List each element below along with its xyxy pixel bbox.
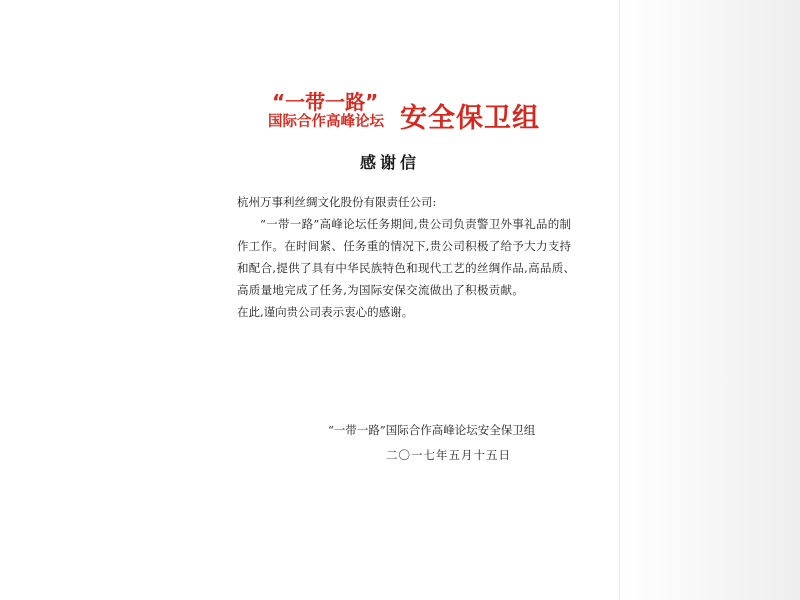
page-edge-line [619,0,620,600]
letterhead-slogan: “一带一路” [272,90,379,114]
letter-body [237,191,582,323]
letter-signature: “一带一路”国际合作高峰论坛安全保卫组 [328,423,536,437]
letterhead [268,86,558,136]
letter-title: 感谢信 [360,153,421,172]
page-edge-shadow [620,0,800,600]
letterhead-forum-name: 国际合作高峰论坛 [268,114,384,130]
letterhead-organization: 安全保卫组 [400,103,540,134]
letter-paragraph: “一带一路”高峰论坛任务期间,贵公司负责警卫外事礼品的制作工作。在时间紧、任务重的情况下,贵公司积极了给予大力支持和配合,提供了具有中华民族特色和现代工艺的丝绸作品,高品质、高质量地完成了任务,为国际安保交流做出了积极贡献。 [237,217,576,297]
letter-date: 二〇一七年五月十五日 [386,448,511,462]
letter-closing-line: 在此,谨向贵公司表示衷心的感谢。 [237,305,414,319]
letter-addressee: 杭州万事利丝绸文化股份有限责任公司: [237,195,437,209]
